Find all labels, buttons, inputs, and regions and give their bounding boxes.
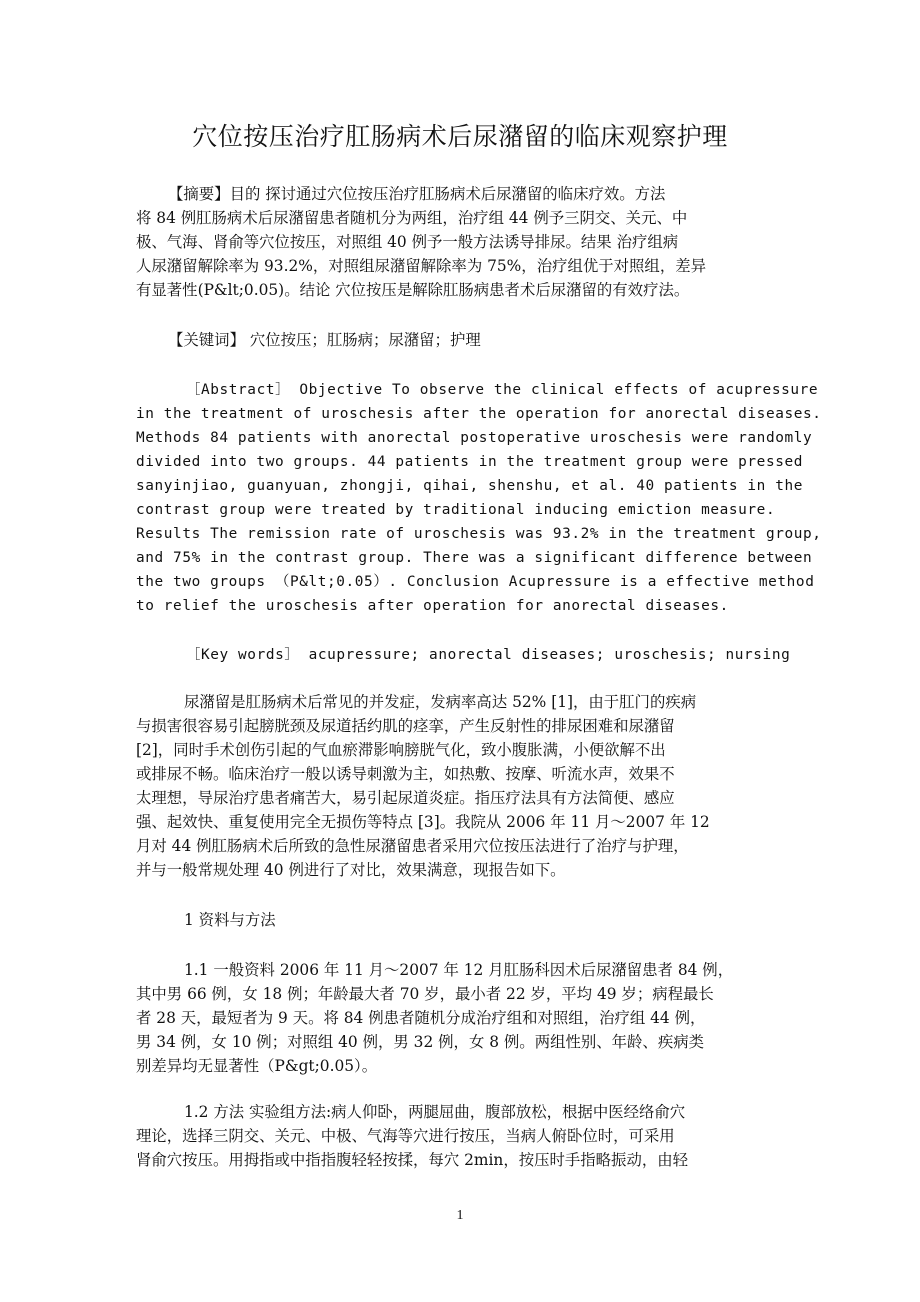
- keywords-cn-label: 【关键词】: [168, 331, 245, 349]
- abstract-cn-line-5: 有显著性(P&lt;0.05)。结论 穴位按压是解除肛肠病患者术后尿潴留的有效疗法。: [136, 281, 690, 299]
- keywords-en-label: ［Key words］: [186, 647, 300, 663]
- abstract-en-line-6: contrast group were treated by traditional inducing emiction measure.: [136, 502, 776, 518]
- abstract-en-label: ［Abstract］: [186, 382, 291, 398]
- section-1-2-paragraph: 1.2 方法 实验组方法:病人仰卧，两腿屈曲，腹部放松，根据中医经络俞穴 理论，选择三阴交、关元、中极、气海等穴进行按压，当病人俯卧位时，可采用 肾俞穴按压。用拇指或中指指腹轻轻按揉，每穴 2min，按压时手指略振动，由轻: [136, 1103, 689, 1169]
- keywords-en-text: acupressure; anorectal diseases; uroschesis; nursing: [299, 647, 791, 663]
- abstract-en-line-5: sanyinjiao, guanyuan, zhongji, qihai, shenshu, et al. 40 patients in the: [136, 478, 803, 494]
- abstract-en-line-8: and 75% in the contrast group. There was a significant difference between: [136, 550, 813, 566]
- abstract-cn-line-2: 将 84 例肛肠病术后尿潴留患者随机分为两组，治疗组 44 例予三阴交、关元、中: [136, 209, 688, 227]
- abstract-cn-line-1: 【摘要】目的 探讨通过穴位按压治疗肛肠病术后尿潴留的临床疗效。方法: [168, 185, 666, 203]
- section-1-heading: 1 资料与方法: [184, 911, 276, 929]
- intro-paragraph: 尿潴留是肛肠病术后常见的并发症，发病率高达 52% [1]，由于肛门的疾病 与损害很容易引起膀胱颈及尿道括约肌的痉挛，产生反射性的排尿困难和尿潴留 [2]，同时手术创伤引起的气血瘀滞影响膀胱气化，致小腹胀满，小便欲解不出 或排尿不畅。临床治疗一般以诱导刺激为主，如热敷、按摩、听流水声，效果不 太理想，导尿治疗患者痛苦大，易引起尿道炎症。指压疗法具有方法简便、感应 强、起效快、重复使用完全无损伤等特点 [3]。我院从 2006 年 11 月～2007 年 12 月对 44 例肛肠病术后所致的急性尿潴留患者采用穴位按压法进行了治疗与护理， 并与一般常规处理 40 例进行了对比，效果满意，现报告如下。: [136, 693, 710, 879]
- keywords-cn: [136, 328, 794, 352]
- section-1-1-paragraph: 1.1 一般资料 2006 年 11 月～2007 年 12 月肛肠科因术后尿潴留患者 84 例， 其中男 66 例，女 18 例；年龄最大者 70 岁，最小者 22 岁，平均 49 岁；病程最长 者 28 天，最短者为 9 天。将 84 例患者随机分成治疗组和对照组，治疗组 44 例， 男 34 例，女 10 例；对照组 40 例，男 32 例，女 8 例。两组性别、年龄、疾病类 别差异均无显著性（P&gt;0.05）。: [136, 961, 734, 1075]
- abstract-cn-line-4: 人尿潴留解除率为 93.2%，对照组尿潴留解除率为 75%，治疗组优于对照组，差异: [136, 257, 706, 275]
- abstract-en-line-2: in the treatment of uroschesis after the operation for anorectal diseases.: [136, 406, 822, 422]
- abstract-cn-label: 【摘要】: [168, 185, 230, 203]
- abstract-en-line-3: Methods 84 patients with anorectal postoperative uroschesis were randomly: [136, 430, 813, 446]
- abstract-cn: [136, 182, 794, 302]
- abstract-en-line-10: to relief the uroschesis after operation for anorectal diseases.: [136, 598, 729, 614]
- abstract-en-line-9: the two groups （P&lt;0.05）. Conclusion Acupressure is a effective method: [136, 574, 815, 590]
- page-number: 1: [456, 1208, 464, 1223]
- keywords-cn-text: 穴位按压；肛肠病；尿潴留；护理: [244, 331, 481, 349]
- abstract-en: [136, 378, 822, 618]
- keywords-en: [136, 643, 794, 667]
- paper-title: 穴位按压治疗肛肠病术后尿潴留的临床观察护理: [192, 122, 728, 151]
- abstract-en-line-4: divided into two groups. 44 patients in the treatment group were pressed: [136, 454, 803, 470]
- abstract-en-line-7: Results The remission rate of uroschesis was 93.2% in the treatment group,: [136, 526, 822, 542]
- abstract-cn-line-3: 极、气海、肾俞等穴位按压，对照组 40 例予一般方法诱导排尿。结果 治疗组病: [136, 233, 679, 251]
- abstract-en-line-1: ［Abstract］ Objective To observe the clinical effects of acupressure: [186, 382, 819, 398]
